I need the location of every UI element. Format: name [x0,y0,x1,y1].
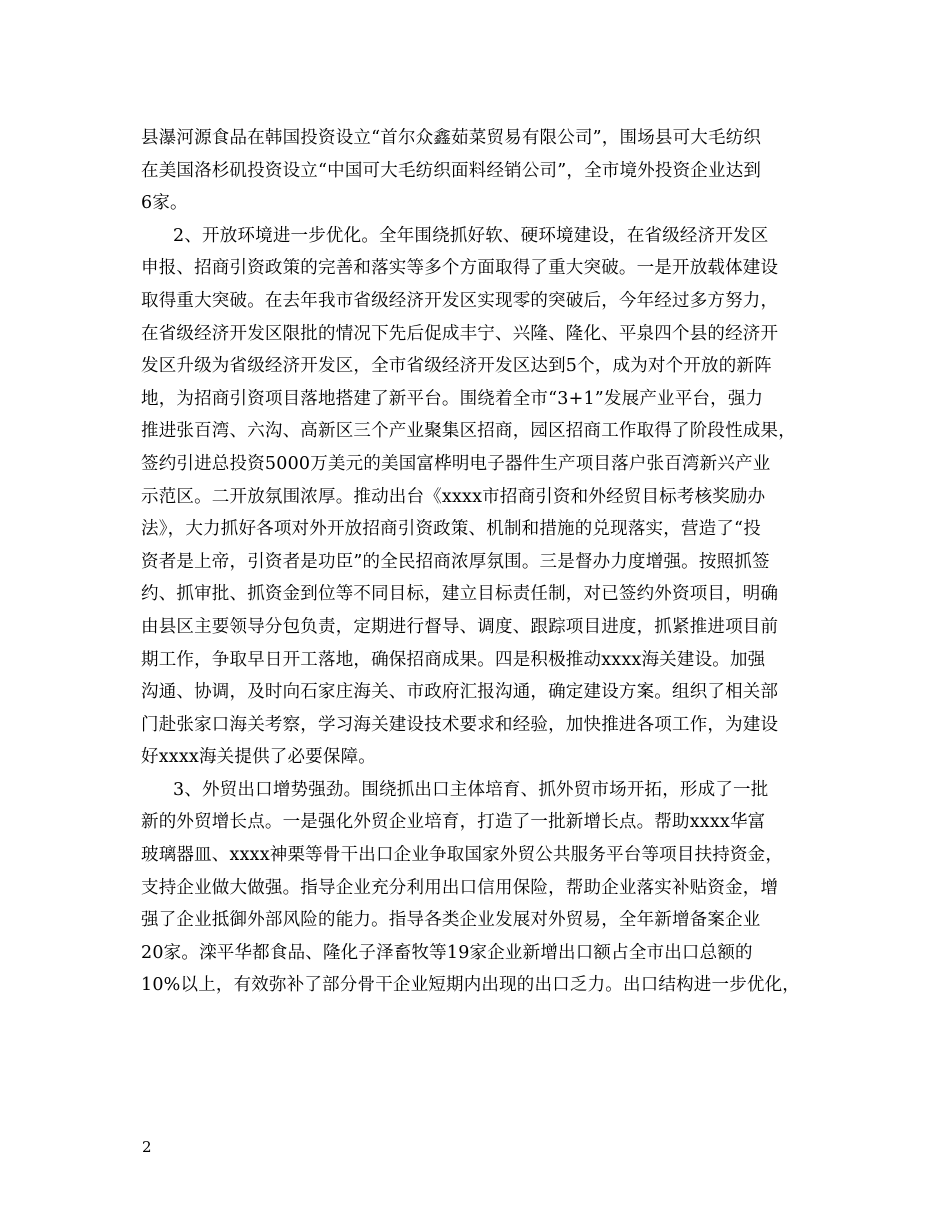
text-line: 10%以上，有效弥补了部分骨干企业短期内出现的出口乏力。出口结构进一步优化， [141,975,800,996]
text-line: 新的外贸增长点。一是强化外贸企业培育，打造了一批新增长点。帮助xxxx华富 [141,812,766,833]
text-line: 6家。 [141,193,188,214]
text-line: 约、抓审批、抓资金到位等不同目标，建立目标责任制，对已签约外资项目，明确 [141,584,779,605]
text-line: 在美国洛杉矶投资设立“中国可大毛纺织面料经销公司”，全市境外投资企业达到 [141,160,762,181]
text-line: 申报、招商引资政策的完善和落实等多个方面取得了重大突破。一是开放载体建设 [141,258,779,279]
text-line: 沟通、协调，及时向石家庄海关、市政府汇报沟通，确定建设方案。组织了相关部 [141,682,779,703]
text-line: 签约引进总投资5000万美元的美国富桦明电子器件生产项目落户张百湾新兴产业 [141,453,771,474]
text-line: 好xxxx海关提供了必要保障。 [141,747,376,768]
text-line: 玻璃器皿、xxxx神栗等骨干出口企业争取国家外贸公共服务平台等项目扶持资金， [141,845,784,866]
text-line: 取得重大突破。在去年我市省级经济开发区实现零的突破后，今年经过多方努力， [141,290,779,311]
text-line: 在省级经济开发区限批的情况下先后促成丰宁、兴隆、隆化、平泉四个县的经济开 [141,323,779,344]
text-line: 期工作，争取早日开工落地，确保招商成果。四是积极推动xxxx海关建设。加强 [141,649,766,670]
text-line: 县瀑河源食品在韩国投资设立“首尔众鑫茹菜贸易有限公司”，围场县可大毛纺织 [141,128,762,148]
text-line: 示范区。二开放氛围浓厚。推动出台《xxxx市招商引资和外经贸目标考核奖励办 [141,486,766,507]
text-line: 强了企业抵御外部风险的能力。指导各类企业发展对外贸易，全年新增备案企业 [141,910,761,931]
document-body [141,122,821,1002]
text-line: 由县区主要领导分包负责，定期进行督导、调度、跟踪项目进度，抓紧推进项目前 [141,616,779,637]
text-line: 推进张百湾、六沟、高新区三个产业聚集区招商，园区招商工作取得了阶段性成果， [141,421,796,442]
paragraph-first-line: 3、外贸出口增势强劲。围绕抓出口主体培育、抓外贸市场开拓，形成了一批 [173,779,769,800]
text-line: 地，为招商引资项目落地搭建了新平台。围绕着全市“3+1”发展产业平台，强力 [141,388,764,409]
text-line: 法》，大力抓好各项对外开放招商引资政策、机制和措施的兑现落实，营造了“投 [141,519,761,540]
text-line: 发区升级为省级经济开发区，全市省级经济开发区达到5个，成为对个开放的新阵 [141,356,772,377]
paragraph-first-line: 2、开放环境进一步优化。全年围绕抓好软、硬环境建设，在省级经济开发区 [173,225,769,246]
text-line: 门赴张家口海关考察，学习海关建设技术要求和经验，加快推进各项工作，为建设 [141,714,779,735]
page-number: 2 [142,1138,152,1156]
text-line: 支持企业做大做强。指导企业充分利用出口信用保险，帮助企业落实补贴资金，增 [141,877,779,898]
text-line: 资者是上帝，引资者是功臣”的全民招商浓厚氛围。三是督办力度增强。按照抓签 [141,551,770,572]
text-line: 20家。滦平华都食品、隆化子泽畜牧等19家企业新增出口额占全市出口总额的 [141,942,753,963]
